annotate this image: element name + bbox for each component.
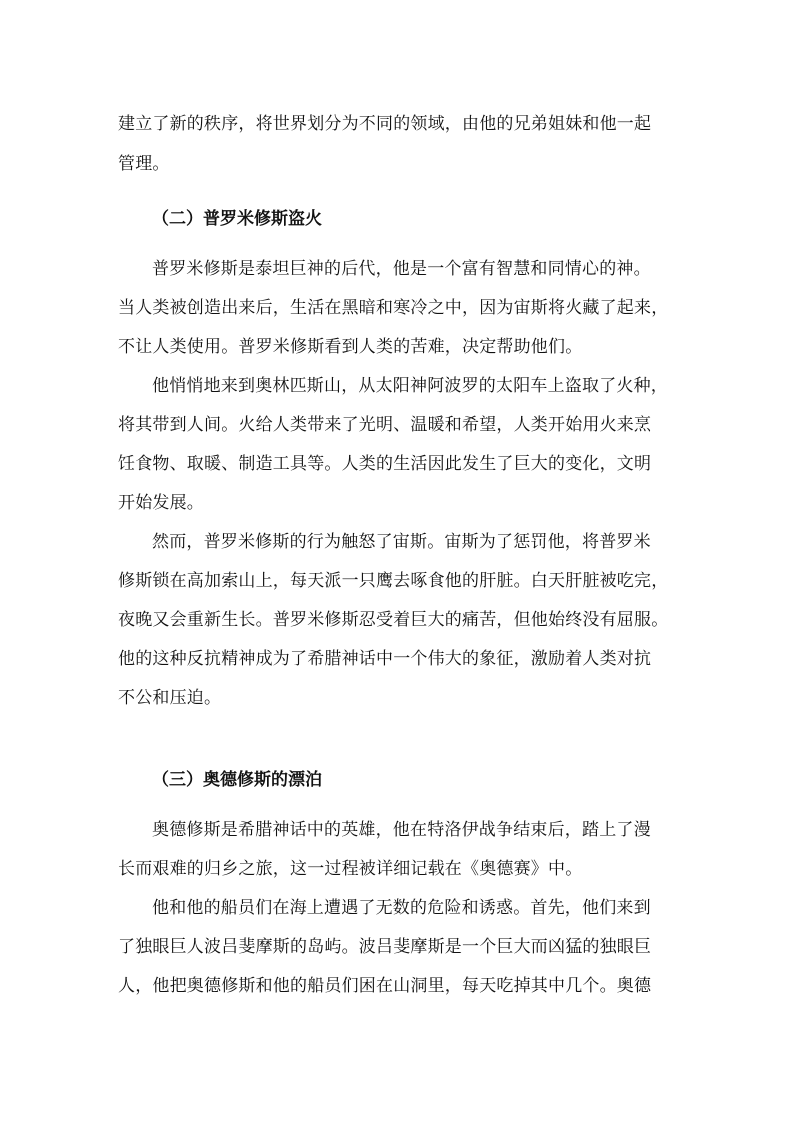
text-line: 他悄悄地来到奥林匹斯山，从太阳神阿波罗的太阳车上盗取了火种，	[152, 376, 668, 396]
text-line: 他和他的船员们在海上遭遇了无数的危险和诱惑。首先，他们来到	[152, 898, 651, 918]
text-line: 长而艰难的归乡之旅，这一过程被详细记载在《奥德赛》中。	[118, 859, 583, 879]
text-line: 修斯锁在高加索山上，每天派一只鹰去啄食他的肝脏。白天肝脏被吃完，	[118, 571, 669, 591]
text-line: 他的这种反抗精神成为了希腊神话中一个伟大的象征，激励着人类对抗	[118, 649, 652, 669]
section-three-body	[118, 811, 682, 1006]
paragraph	[118, 250, 682, 367]
text-line: 夜晚又会重新生长。普罗米修斯忍受着巨大的痛苦，但他始终没有屈服。	[118, 610, 669, 630]
paragraph	[118, 523, 682, 718]
paragraph	[118, 367, 682, 523]
text-line: 开始发展。	[118, 493, 204, 513]
text-line: 人，他把奥德修斯和他的船员们困在山洞里，每天吃掉其中几个。奥德	[118, 976, 652, 996]
text-line: 将其带到人间。火给人类带来了光明、温暖和希望，人类开始用火来烹	[118, 415, 652, 435]
intro-paragraph	[118, 104, 682, 184]
text-line: 奥德修斯是希腊神话中的英雄，他在特洛伊战争结束后，踏上了漫	[152, 820, 651, 840]
text-line: 管理。	[118, 154, 170, 174]
text-line: 普罗米修斯是泰坦巨神的后代，他是一个富有智慧和同情心的神。	[152, 259, 651, 279]
text-line: 当人类被创造出来后，生活在黑暗和寒冷之中，因为宙斯将火藏了起来，	[118, 298, 669, 318]
text-line: 不让人类使用。普罗米修斯看到人类的苦难，决定帮助他们。	[118, 337, 583, 357]
text-line: 建立了新的秩序，将世界划分为不同的领域，由他的兄弟姐妹和他一起	[118, 114, 652, 134]
paragraph	[118, 889, 682, 1006]
text-line: 了独眼巨人波吕斐摩斯的岛屿。波吕斐摩斯是一个巨大而凶猛的独眼巨	[118, 937, 652, 957]
paragraph	[118, 104, 682, 184]
section-heading-odysseus: （三）奥德修斯的漂泊	[152, 770, 322, 790]
paragraph	[118, 811, 682, 889]
section-heading-prometheus: （二）普罗米修斯盗火	[152, 209, 322, 229]
text-line: 饪食物、取暖、制造工具等。人类的生活因此发生了巨大的变化，文明	[118, 454, 652, 474]
text-line: 不公和压迫。	[118, 688, 222, 708]
section-two-body	[118, 250, 682, 718]
text-line: 然而，普罗米修斯的行为触怒了宙斯。宙斯为了惩罚他，将普罗米	[152, 532, 651, 552]
